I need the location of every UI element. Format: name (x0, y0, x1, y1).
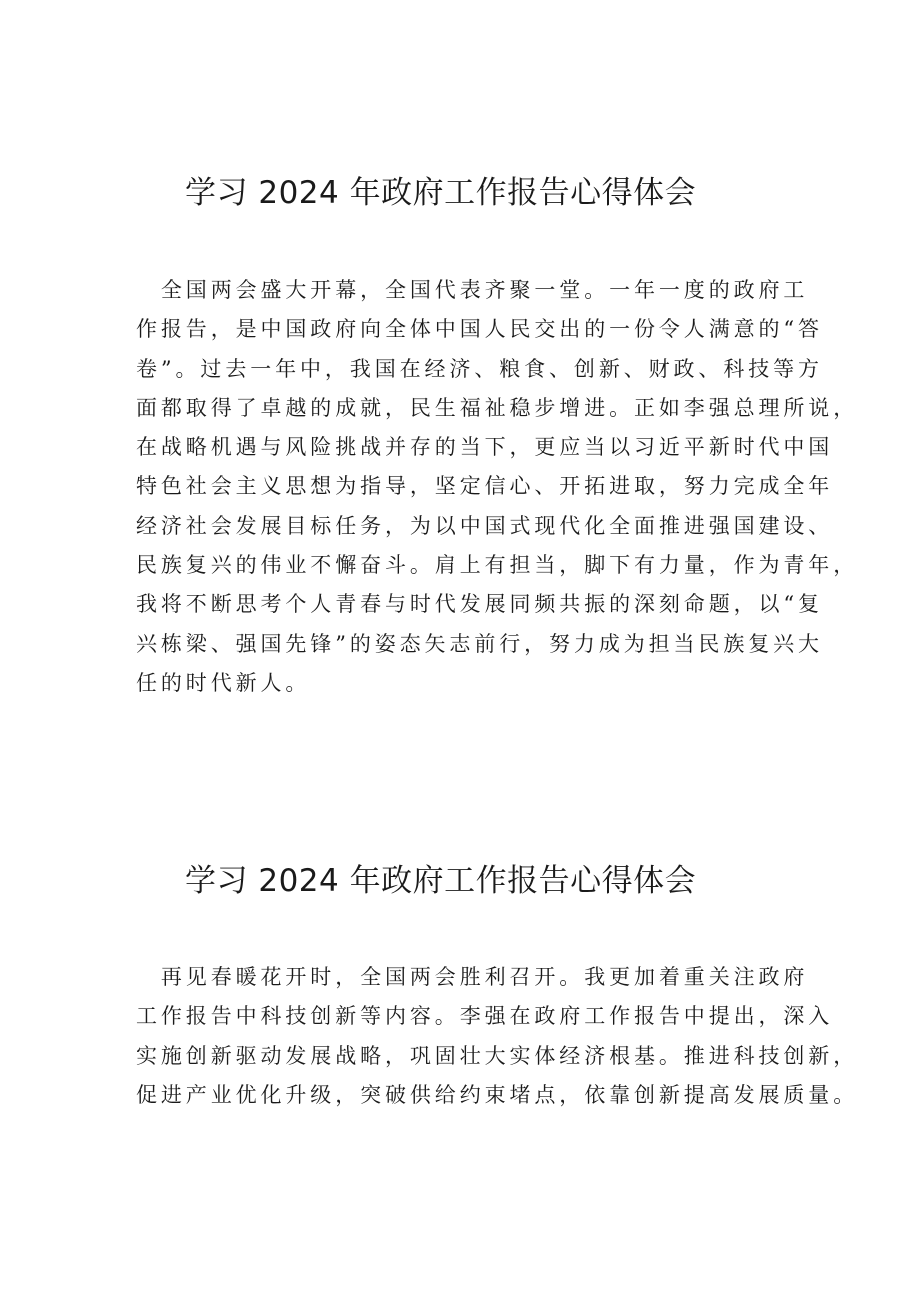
paragraph-line: 在战略机遇与风险挑战并存的当下，更应当以习近平新时代中国 (136, 435, 834, 460)
section-2-title: 学习 2024 年政府工作报告心得体会 (185, 863, 697, 899)
paragraph-line: 促进产业优化升级，突破供给约束堵点，依靠创新提高发展质量。 (136, 1082, 859, 1107)
paragraph-line: 卷”。过去一年中，我国在经济、粮食、创新、财政、科技等方 (136, 356, 823, 381)
paragraph-line: 再见春暖花开时，全国两会胜利召开。我更加着重关注政府 (136, 965, 809, 989)
paragraph-line: 兴栋梁、强国先锋”的姿态矢志前行，努力成为担当民族复兴大 (136, 631, 823, 656)
section-2-paragraph (136, 958, 859, 1115)
paragraph-line: 工作报告中科技创新等内容。李强在政府工作报告中提出，深入 (136, 1004, 834, 1029)
paragraph-line: 民族复兴的伟业不懈奋斗。肩上有担当，脚下有力量，作为青年， (136, 553, 859, 578)
section-1-paragraph (136, 271, 859, 703)
paragraph-line: 作报告，是中国政府向全体中国人民交出的一份令人满意的“答 (136, 317, 823, 342)
section-1-title: 学习 2024 年政府工作报告心得体会 (185, 175, 697, 211)
paragraph-line: 任的时代新人。 (136, 670, 311, 695)
paragraph-line: 经济社会发展目标任务，为以中国式现代化全面推进强国建设、 (136, 513, 834, 538)
paragraph-line: 我将不断思考个人青春与时代发展同频共振的深刻命题，以“复 (136, 592, 823, 617)
paragraph-line: 特色社会主义思想为指导，坚定信心、开拓进取，努力完成全年 (136, 474, 834, 499)
paragraph-line: 实施创新驱动发展战略，巩固壮大实体经济根基。推进科技创新， (136, 1043, 859, 1068)
paragraph-line: 面都取得了卓越的成就，民生福祉稳步增进。正如李强总理所说， (136, 395, 859, 420)
paragraph-line: 全国两会盛大开幕，全国代表齐聚一堂。一年一度的政府工 (136, 278, 809, 302)
